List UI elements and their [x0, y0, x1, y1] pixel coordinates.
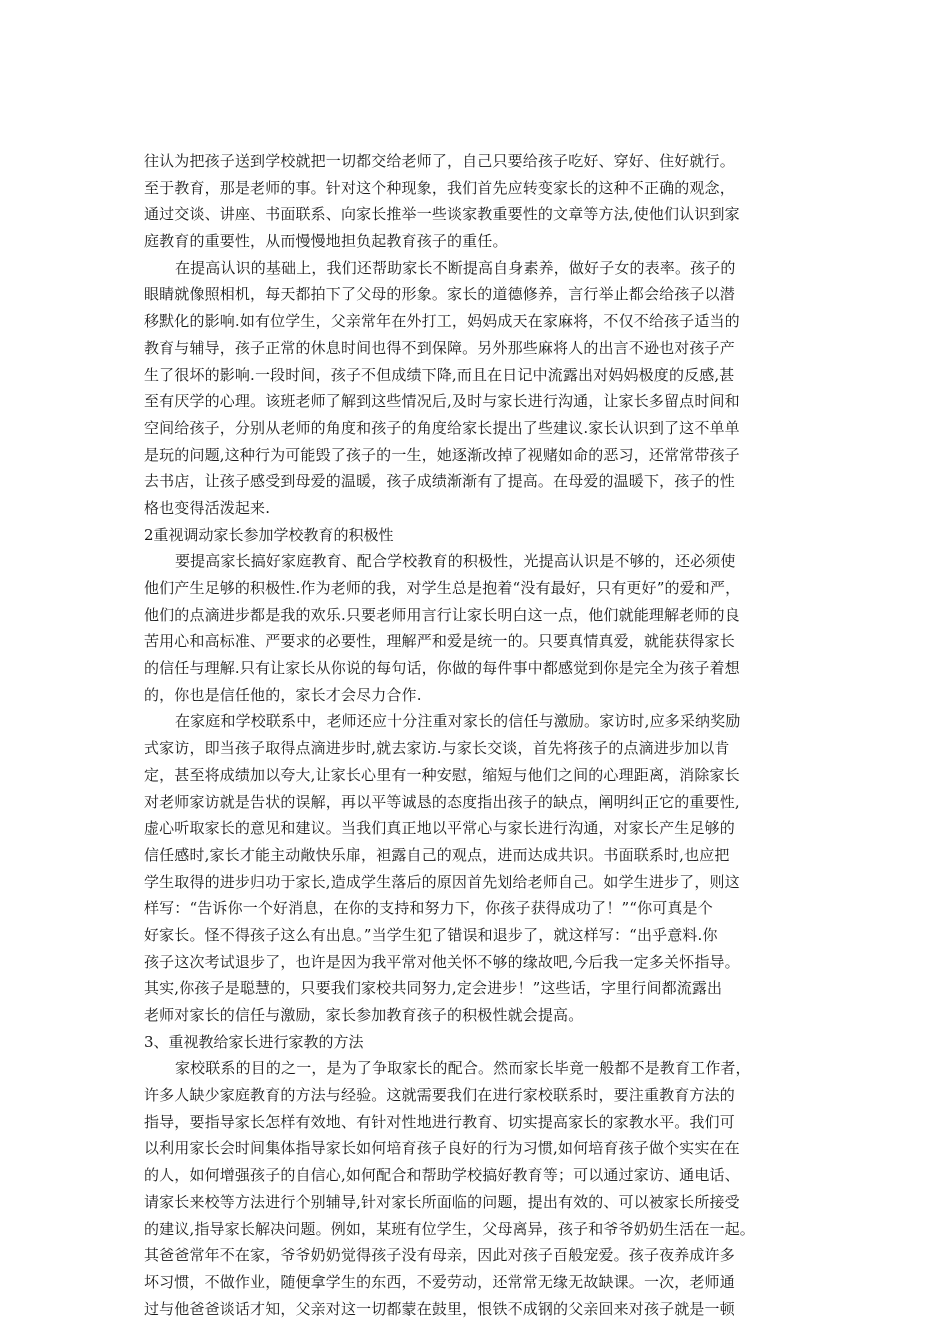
text-line: 格也变得活泼起来. [144, 498, 271, 517]
text-line: 眼睛就像照相机，每天都拍下了父母的形象。家长的道德修养，言行举止都会给孩子以潜 [144, 285, 735, 304]
text-line: 去书店，让孩子感受到母爱的温暖，孩子成绩渐渐有了提高。在母爱的温暖下，孩子的性 [144, 472, 735, 491]
text-line: 好家长。怪不得孩子这么有出息。”当学生犯了错误和退步了，就这样写：“出乎意料.你 [144, 925, 718, 944]
text-line: 老师对家长的信任与激励，家长参加教育孩子的积极性就会提高。 [144, 1006, 584, 1024]
text-line: 生了很坏的影响.一段时间，孩子不但成绩下降,而且在日记中流露出对妈妈极度的反感,甚 [144, 365, 735, 384]
text-line: 家校联系的目的之一，是为了争取家长的配合。然而家长毕竟一般都不是教育工作者， [175, 1059, 751, 1078]
text-line: 样写：“告诉你一个好消息，在你的支持和努力下，你孩子获得成功了！”“你可真是个 [144, 899, 713, 918]
text-line: 他们的点滴进步都是我的欢乐.只要老师用言行让家长明白这一点，他们就能理解老师的良 [144, 605, 740, 624]
text-line: 以利用家长会时间集体指导家长如何培育孩子良好的行为习惯,如何培育孩子做个实实在在 [144, 1139, 740, 1158]
text-line: 孩子这次考试退步了，也许是因为我平常对他关怀不够的缘故吧,今后我一定多关怀指导。 [144, 952, 740, 971]
text-line: 其爸爸常年不在家，爷爷奶奶觉得孩子没有母亲，因此对孩子百般宠爱。孩子夜养成许多 [144, 1246, 735, 1265]
text-line: 至有厌学的心理。该班老师了解到这些情况后,及时与家长进行沟通，让家长多留点时间和 [144, 392, 740, 411]
text-line: 虚心听取家长的意见和建议。当我们真正地以平常心与家长进行沟通，对家长产生足够的 [144, 819, 735, 838]
text-line: 的人，如何增强孩子的自信心,如何配合和帮助学校搞好教育等；可以通过家访、通电话、 [144, 1166, 740, 1185]
text-line: 的建议,指导家长解决问题。例如，某班有位学生，父母离异，孩子和爷爷奶奶生活在一起。 [144, 1219, 755, 1238]
text-line: 在家庭和学校联系中，老师还应十分注重对家长的信任与激励。家访时,应多采纳奖励 [175, 712, 741, 731]
text-line: 坏习惯，不做作业，随便拿学生的东西，不爱劳动，还常常无缘无故缺课。一次，老师通 [144, 1272, 735, 1291]
text-line: 要提高家长搞好家庭教育、配合学校教育的积极性，光提高认识是不够的，还必须使 [175, 552, 736, 571]
text-line: 至于教育，那是老师的事。针对这个种现象，我们首先应转变家长的这种不正确的观念， [144, 178, 735, 197]
text-line: 式家访，即当孩子取得点滴进步时,就去家访.与家长交谈，首先将孩子的点滴进步加以肯 [144, 739, 730, 758]
text-line: 他们产生足够的积极性.作为老师的我，对学生总是抱着“没有最好，只有更好”的爱和严， [144, 579, 741, 597]
text-line: 苦用心和高标准、严要求的必要性，理解严和爱是统一的。只要真情真爱，就能获得家长 [144, 632, 735, 651]
text-line: 移默化的影响.如有位学生，父亲常年在外打工，妈妈成天在家麻将，不仅不给孩子适当的 [144, 312, 740, 331]
text-line: 其实,你孩子是聪慧的，只要我们家校共同努力,定会进步！”这些话，字里行间都流露出 [144, 979, 723, 998]
document-page [144, 148, 824, 1322]
text-line: 定，甚至将成绩加以夸大,让家长心里有一种安慰，缩短与他们之间的心理距离，消除家长 [144, 765, 740, 784]
text-line: 的，你也是信任他的，家长才会尽力合作. [144, 685, 422, 704]
text-line: 指导，要指导家长怎样有效地、有针对性地进行教育、切实提高家长的家教水平。我们可 [144, 1112, 735, 1131]
text-line: 庭教育的重要性，从而慢慢地担负起教育孩子的重任。 [144, 232, 508, 251]
text-line: 过与他爸爸谈话才知，父亲对这一切都蒙在鼓里，恨铁不成钢的父亲回来对孩子就是一顿 [144, 1299, 735, 1318]
text-line: 教育与辅导，孩子正常的休息时间也得不到保障。另外那些麻将人的出言不逊也对孩子产 [144, 338, 735, 357]
text-line: 在提高认识的基础上，我们还帮助家长不断提高自身素养，做好子女的表率。孩子的 [175, 258, 736, 277]
text-line: 请家长来校等方法进行个别辅导,针对家长所面临的问题，提出有效的、可以被家长所接受 [144, 1192, 740, 1211]
text-line: 空间给孩子，分别从老师的角度和孩子的角度给家长提出了些建议.家长认识到了这不单单 [144, 418, 740, 437]
text-line: 许多人缺少家庭教育的方法与经验。这就需要我们在进行家校联系时，要注重教育方法的 [144, 1086, 735, 1105]
text-line: 信任感时,家长才能主动敞快乐扉，袒露自己的观点，进而达成共识。书面联系时,也应把 [144, 845, 730, 864]
text-line: 学生取得的进步归功于家长,造成学生落后的原因首先划给老师自己。如学生进步了，则这 [144, 872, 740, 891]
text-line: 对老师家访就是告状的误解，再以平等诚恳的态度指出孩子的缺点，阐明纠正它的重要性, [144, 792, 740, 811]
text-line: 的信任与理解.只有让家长从你说的每句话，你做的每件事中都感觉到你是完全为孩子着想 [144, 659, 740, 678]
text-line: 是玩的问题,这种行为可能毁了孩子的一生，她逐渐改掉了视赌如命的恶习，还常常带孩子 [144, 445, 740, 464]
text-line: 往认为把孩子送到学校就把一切都交给老师了，自己只要给孩子吃好、穿好、住好就行。 [144, 152, 735, 170]
section-heading: 2重视调动家长参加学校教育的积极性 [144, 525, 394, 544]
section-heading: 3、重视教给家长进行家教的方法 [144, 1032, 364, 1051]
text-line: 通过交谈、讲座、书面联系、向家长推举一些谈家教重要性的文章等方法,使他们认识到家 [144, 205, 740, 224]
